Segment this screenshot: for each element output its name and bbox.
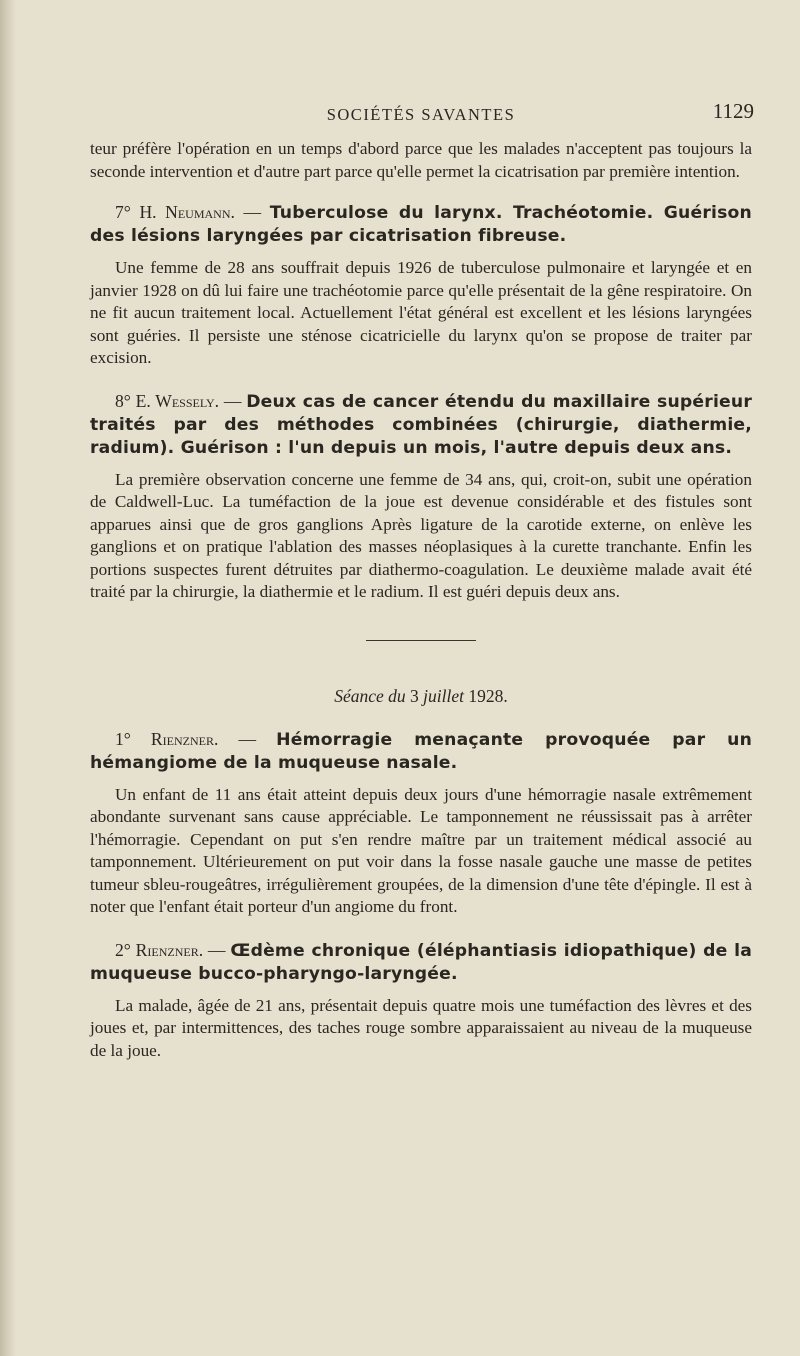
entry-dash: — [219, 390, 247, 411]
entry-title: Œdème chronique (éléphantiasis idiopathique) de la muqueuse bucco-pharyngo-laryngée. [90, 940, 753, 984]
seance-year: 1928. [468, 686, 508, 706]
intro-paragraph: teur préfère l'opération en un temps d'abord parce que les malades n'acceptent pas toujours la seconde intervention et d'autre part parce qu'elle permet la cicatrisation par première intention. [90, 139, 752, 181]
entry-heading-8 [90, 390, 752, 459]
entry-number: 2° [115, 939, 136, 960]
entry-author: Rienzner. [150, 728, 219, 749]
entry-body-1: Un enfant de 11 ans était atteint depuis deux jours d'une hémorragie nasale extrêmement abondante survenant sans cause appréciable. Le tamponnement ne réussissait pas à arrêter l'hémorragie. Cependant on put s'en rendre maître par un traitement médical associé au tamponnement. Ultérieurement on put voir dans la fosse nasale gauche une masse de petites tumeur sbleu-rougeâtres, irrégulièrement groupées, de la dimension d'une tête d'épingle. Il est à noter que l'enfant était porteur d'un angiome du front. [90, 784, 752, 916]
entry-author: E. Wessely. [135, 390, 220, 411]
entry-dash: — [234, 202, 270, 222]
page-binding-edge [0, 0, 16, 1356]
page-number: 1129 [712, 99, 754, 123]
entry-dash: — [218, 728, 277, 749]
seance-heading [90, 685, 752, 708]
section-divider [366, 640, 476, 642]
entry-number: 1° [115, 728, 151, 749]
entry-heading-1 [90, 728, 752, 774]
running-title: SOCIÉTÉS SAVANTES [326, 105, 516, 124]
entry-heading-7 [90, 201, 752, 247]
entry-author: Rienzner. [135, 939, 204, 960]
entry-number: 7° [115, 202, 140, 222]
entry-body-2: La malade, âgée de 21 ans, présentait depuis quatre mois une tuméfaction des lèvres et des joues et, par intermittences, des taches rouge sombre apparaissaient au niveau de la muqueuse de la joue. [90, 995, 752, 1060]
entry-title: Tuberculose du larynx. Trachéotomie. Guérison des lésions laryngées par cicatrisation fibreuse. [90, 203, 752, 246]
entry-body-8: La première observation concerne une femme de 34 ans, qui, croit-on, subit une opération de Caldwell-Luc. La tuméfaction de la joue est devenue considérable et des fistules sont apparues ainsi que de gros ganglions Après ligature de la carotide externe, on enlève les ganglions et on pratique l'ablation des masses néoplasiques à la curette tranchante. Enfin les portions suspectes furent détruites par diathermo-coagulation. Le deuxième malade avait été traité par la chirurgie, la diathermie et le radium. Il est guéri depuis deux ans. [90, 469, 752, 601]
entry-dash: — [203, 939, 231, 960]
entry-number: 8° [115, 390, 136, 411]
running-header [90, 100, 752, 130]
seance-label: Séance du [334, 686, 406, 706]
entry-author: H. Neumann. [139, 202, 235, 222]
entry-body-7: Une femme de 28 ans souffrait depuis 1926 de tuberculose pulmonaire et laryngée et en janvier 1928 on dû lui faire une trachéotomie parce qu'elle présentait de la gêne respiratoire. On ne fit aucun traitement local. Actuellement l'état général est excellent et les lésions laryngées sont guéries. Il persiste une sténose cicatricielle du larynx qu'on se propose de traiter par excision. [90, 258, 752, 367]
entry-title: Hémorragie menaçante provoquée par un hémangiome de la muqueuse nasale. [90, 729, 752, 773]
entry-title: Deux cas de cancer étendu du maxillaire supérieur traités par des méthodes combinées (chirurgie, diathermie, radium). Guérison : l'un depuis un mois, l'autre depuis deux ans. [90, 391, 753, 458]
seance-month: juillet [423, 686, 464, 706]
entry-heading-2 [90, 939, 752, 985]
seance-day: 3 [410, 686, 419, 706]
document-page [90, 100, 752, 1062]
